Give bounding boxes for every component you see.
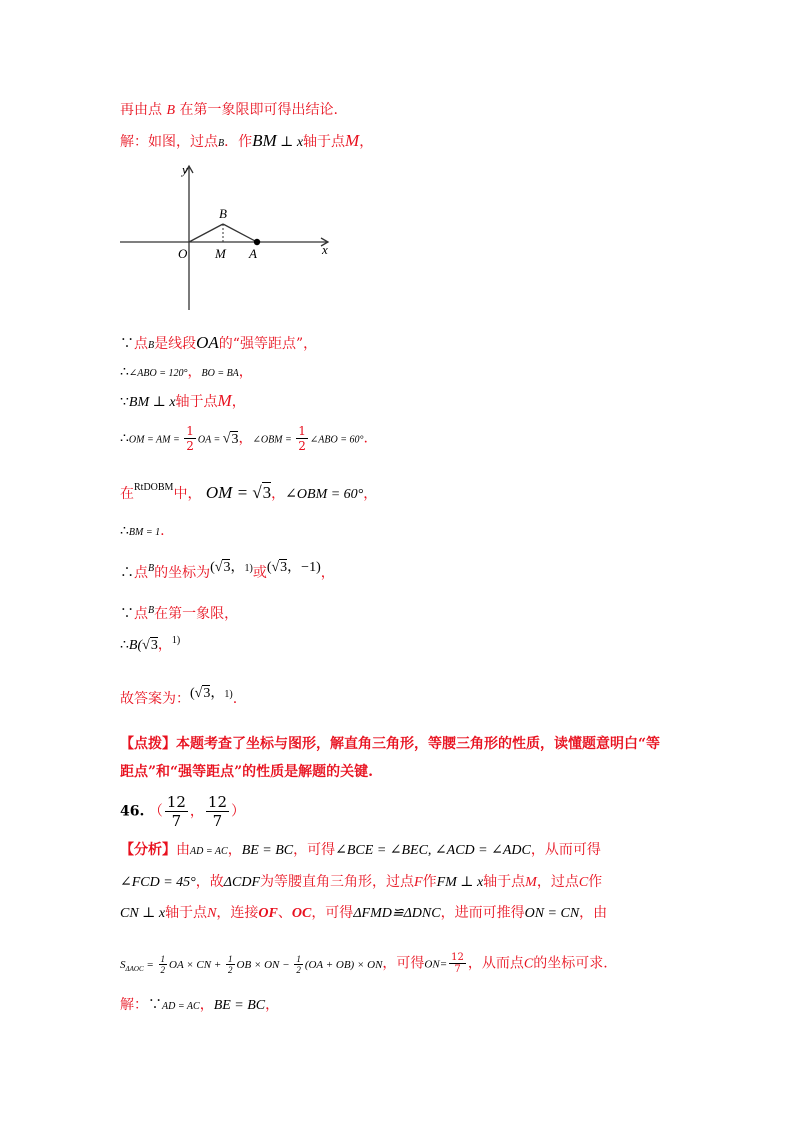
denominator: 2 [296, 965, 301, 976]
analysis-line-4 [120, 952, 608, 979]
text: 、 [277, 905, 292, 921]
point-label: OF [258, 906, 278, 921]
radicand: 3 [262, 483, 272, 502]
fraction-half [296, 424, 308, 453]
coordinate-figure [118, 158, 338, 318]
denominator: 2 [160, 965, 166, 976]
point-label: B [148, 605, 155, 616]
math: ⊥ [149, 395, 170, 410]
math: (OA + OB) × ON [304, 958, 383, 971]
text: 在第一象限， [154, 606, 239, 622]
text: ， [231, 394, 246, 410]
text: ，故 [195, 874, 224, 890]
math: ， [287, 560, 302, 575]
segment-ba [223, 224, 257, 242]
math: ， [210, 686, 225, 701]
point-label: M [217, 391, 232, 410]
text: ， [238, 430, 253, 447]
text: ， [271, 486, 286, 502]
text: 是线段 [154, 336, 197, 352]
answer-coordinate: (√3，1) [190, 686, 233, 701]
solution-46-start [120, 995, 279, 1017]
radicand: 3 [223, 560, 231, 575]
math: 1) [244, 563, 253, 574]
math: OB × ON − [236, 958, 293, 971]
text: 轴于点 [165, 905, 208, 921]
text: ， [265, 997, 280, 1013]
text: ，可得 [293, 842, 336, 858]
fraction-12-7 [165, 793, 188, 830]
question-number: 46. [120, 803, 145, 820]
point-label: B [148, 563, 155, 574]
math: ， [230, 560, 245, 575]
tip-line-1 [120, 734, 660, 754]
denominator: 7 [171, 812, 182, 830]
coordinate-1: (√3，1) [210, 560, 253, 575]
math: S [120, 958, 126, 971]
segment-ob [189, 224, 223, 242]
text: ， [189, 803, 204, 820]
text: 的坐标可求. [533, 955, 608, 972]
text: ， [238, 364, 253, 380]
fraction-12-7 [449, 952, 466, 975]
math: ON = CN [524, 906, 580, 921]
therefore-symbol: ∴ [120, 523, 129, 539]
area-expression [120, 954, 383, 976]
numerator: 12 [166, 793, 186, 811]
question-46-answer [120, 793, 245, 830]
therefore-symbol: ∴ [120, 430, 129, 447]
analysis-line-3 [120, 903, 607, 924]
numerator: 1 [298, 424, 306, 438]
math: = [143, 958, 157, 971]
sqrt: √3 [222, 431, 239, 447]
because-symbol: ∵ [120, 394, 129, 410]
fraction-half [159, 954, 168, 975]
math: ON= [424, 958, 448, 971]
point-label: M [345, 131, 360, 150]
text: . [160, 523, 165, 539]
text: （ [148, 803, 163, 820]
point-label: F [414, 875, 423, 890]
math: ∠ABO = 60° [309, 434, 364, 446]
tip-line-2 [120, 762, 373, 782]
denominator: 2 [298, 439, 306, 453]
math: −1) [301, 560, 321, 575]
text: ，从而点 [467, 955, 524, 972]
math: OA [196, 333, 219, 352]
solution-line-construction [120, 131, 373, 154]
analysis-tag: 【分析】 [120, 842, 176, 858]
point-a-dot [254, 239, 260, 245]
math: x [296, 135, 304, 150]
math: BM [128, 395, 150, 410]
because-symbol: ∵ [148, 997, 162, 1013]
text: ，由 [579, 905, 608, 921]
answer-line [120, 684, 237, 709]
text: 点 [134, 565, 148, 581]
solution-line-strong-point [120, 333, 317, 356]
therefore-symbol: ∴ [120, 364, 129, 380]
math: CN ⊥ x [120, 906, 166, 921]
text: 为等腰直角三角形，过点 [260, 874, 414, 890]
math: ( [266, 560, 272, 575]
math: ∠FCD = 45° [120, 875, 196, 890]
text: 轴于点 [303, 134, 346, 150]
text: ，从而可得 [530, 842, 601, 858]
text: 作 [588, 874, 603, 890]
math: ∠OBM = [252, 434, 295, 446]
numerator: 1 [160, 954, 166, 965]
fraction-half [226, 954, 235, 975]
therefore-symbol: ∴ [120, 637, 129, 653]
text: 解： [120, 997, 148, 1013]
math: BE = BC [241, 843, 294, 858]
numerator: 1 [296, 954, 301, 965]
math: ( [210, 560, 215, 575]
numerator: 12 [451, 952, 464, 963]
solution-line-om-am [120, 424, 368, 453]
text: ） [231, 803, 245, 820]
fraction-half [294, 954, 303, 975]
text: . [232, 691, 238, 707]
math: ( [190, 686, 195, 701]
math: OM = [205, 483, 253, 502]
label-b: B [219, 206, 227, 221]
text: ， [359, 134, 374, 150]
sqrt: √3 [252, 483, 272, 502]
text: 故答案为： [120, 691, 190, 707]
point-label: B [218, 138, 225, 149]
text: ， [187, 364, 202, 380]
text: 本题考查了坐标与图形，解直角三角形，等腰三角形的性质，读懂题意明白“等 [176, 736, 661, 752]
text: 点 [134, 606, 148, 622]
text: 中， [173, 486, 202, 502]
text: ，连接 [216, 905, 259, 921]
label-o: O [178, 246, 188, 261]
point-label: C [578, 875, 589, 890]
point-label: B [166, 103, 176, 118]
text: 在 [120, 486, 134, 502]
numerator: 1 [186, 424, 194, 438]
math: AD = AC [162, 1001, 200, 1012]
radicand: 3 [280, 560, 288, 575]
math: BO = BA [201, 368, 239, 379]
point-label: N [207, 906, 217, 921]
denominator: 2 [228, 965, 233, 976]
point-label: OC [291, 906, 312, 921]
solution-line-b-coordinates [120, 558, 335, 583]
solution-line-b-result [120, 631, 180, 656]
label-x: x [322, 242, 328, 257]
solution-line-bm-value [120, 521, 165, 543]
text: ， [157, 637, 172, 653]
analysis-line-2 [120, 872, 602, 893]
text: ， [227, 842, 242, 858]
math: ⊥ [276, 135, 297, 150]
math: ΔFMD≌ΔDNC [353, 906, 441, 921]
because-symbol: ∵ [120, 606, 134, 622]
therefore-symbol: ∴ [120, 565, 134, 581]
sqrt: √3 [142, 638, 158, 653]
text: 轴于点 [175, 394, 218, 410]
text: ，进而可推得 [440, 905, 525, 921]
solution-line-conclusion [120, 100, 338, 121]
radicand: 3 [150, 638, 158, 653]
text: 距点”和“强等距点”的性质是解题的关键. [120, 764, 374, 780]
math: OA = [197, 434, 223, 446]
because-symbol: ∵ [120, 336, 134, 352]
text: 由 [176, 842, 190, 858]
math: AD = AC [190, 846, 228, 857]
text: ，过点 [536, 874, 579, 890]
math: BE = BC [213, 998, 266, 1013]
solution-line-rt-triangle [120, 478, 377, 505]
text: ， [320, 565, 335, 581]
label-a: A [249, 246, 257, 261]
text: 在第一象限即可得出结论. [175, 102, 338, 118]
solution-line-angle-abo [120, 362, 253, 384]
math: x [169, 395, 176, 410]
text: 再由点 [120, 102, 167, 118]
math: ΔCDF [223, 875, 260, 890]
denominator: 2 [186, 439, 194, 453]
tip-tag: 【点拨】 [120, 736, 176, 752]
radicand: 3 [203, 686, 211, 701]
fraction-half [184, 424, 196, 453]
point-label: M [525, 875, 537, 890]
point-label: C [523, 956, 534, 972]
denominator: 7 [454, 964, 461, 975]
text: 的坐标为 [154, 565, 211, 581]
text: ．作 [224, 134, 253, 150]
math: ∠BCE = ∠BEC, ∠ACD = ∠ADC [335, 843, 531, 858]
fraction-12-7 [206, 793, 229, 830]
math: BM [252, 131, 277, 150]
text: 或 [252, 565, 267, 581]
math: FM ⊥ x [436, 875, 484, 890]
math: 1) [224, 689, 233, 700]
text: 作 [422, 874, 437, 890]
solution-line-first-quadrant [120, 601, 238, 624]
text: 解：如图，过点 [120, 134, 218, 150]
math: RtDOBM [134, 482, 174, 493]
math: BM = 1 [128, 527, 161, 538]
text: 轴于点 [483, 874, 526, 890]
math: ΔAOC [125, 964, 144, 973]
text: . [363, 430, 368, 447]
math: OM = AM = [128, 434, 183, 446]
text: ， [199, 997, 214, 1013]
solution-line-bm-perp [120, 391, 246, 413]
point-label: B [148, 340, 155, 351]
radicand: 3 [231, 431, 239, 447]
label-y: y [182, 162, 188, 177]
coordinate-2: (√3，−1) [266, 560, 321, 575]
numerator: 12 [207, 793, 227, 811]
math: OA × CN + [169, 958, 225, 971]
text: 点 [134, 336, 148, 352]
math: ∠OBM = 60° [285, 487, 364, 502]
denominator: 7 [212, 812, 223, 830]
label-m: M [215, 246, 226, 261]
text: ，可得 [382, 955, 425, 972]
math: B( [128, 638, 143, 653]
math: 1) [171, 635, 181, 646]
analysis-line-1 [120, 840, 601, 862]
text: ，可得 [311, 905, 354, 921]
text: 的“强等距点”， [218, 336, 318, 352]
text: ， [363, 486, 378, 502]
math: ∠ABO = 120° [128, 368, 188, 379]
numerator: 1 [228, 954, 233, 965]
